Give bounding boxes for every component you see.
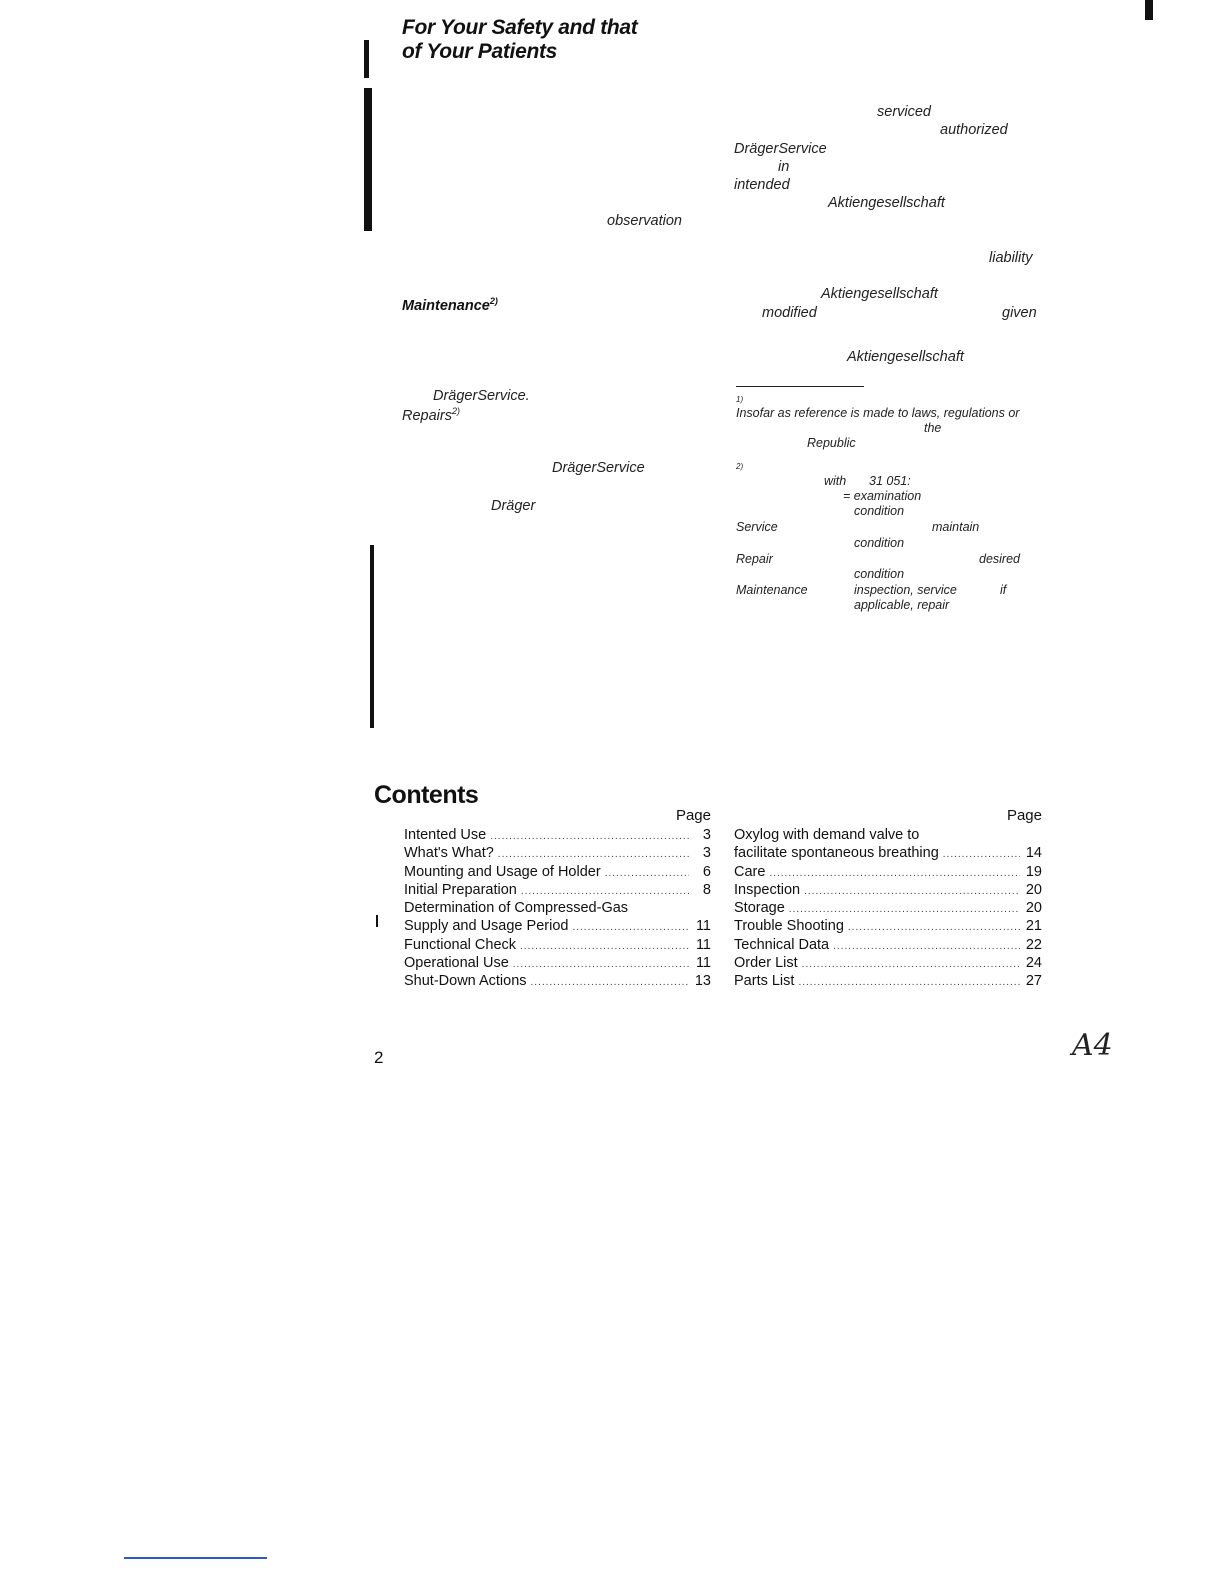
toc-item-label: Order List — [734, 955, 798, 972]
toc-item-leader-dots — [531, 974, 689, 992]
word-aktiengesellschaft-3: Aktiengesellschaft — [847, 349, 964, 365]
toc-right-column — [734, 807, 1042, 991]
toc-item-label: Care — [734, 863, 766, 880]
footnote-2-mark: 2) — [736, 462, 744, 471]
word-modified: modified — [762, 305, 817, 321]
word-given: given — [1002, 305, 1037, 321]
toc-item-page: 20 — [1025, 881, 1042, 898]
toc-item-label: Technical Data — [734, 936, 830, 953]
toc-item-leader-dots — [802, 956, 1020, 974]
toc-item-label: Operational Use — [404, 955, 509, 972]
toc-item[interactable] — [734, 844, 1042, 862]
footnote-service: Service — [736, 520, 778, 534]
toc-item-page: 3 — [702, 827, 711, 843]
heading-maintenance — [402, 296, 498, 314]
heading-repairs-text: Repairs — [402, 407, 452, 424]
word-in: in — [778, 159, 790, 175]
footnote-if: if — [1000, 583, 1007, 597]
word-drager-service-r: DrägerService — [734, 141, 827, 157]
toc-item-label: Shut-Down Actions — [404, 973, 527, 990]
toc-item-label: Parts List — [734, 973, 795, 990]
heading-repairs — [402, 406, 460, 424]
word-observation: observation — [607, 213, 682, 229]
page-number: 2 — [374, 1048, 384, 1067]
heading-maintenance-text: Maintenance — [402, 297, 490, 314]
toc-left-column — [404, 807, 711, 991]
footnote-1-the: the — [924, 421, 942, 435]
toc-item-label: facilitate spontaneous breathing — [734, 845, 939, 862]
handwritten-mark: A4 — [1072, 1028, 1113, 1063]
safety-title — [402, 16, 638, 64]
toc-item-label: Determination of Compressed-Gas — [404, 900, 629, 917]
footnote-maintain: maintain — [932, 520, 980, 534]
footnote-1-mark: 1) — [736, 395, 744, 404]
footnote-1-text: Insofar as reference is made to laws, regulations or — [736, 406, 1020, 420]
toc-item-label: Supply and Usage Period — [404, 918, 569, 935]
word-drager-service-2: DrägerService — [552, 460, 645, 476]
margin-bar-middle — [364, 88, 372, 231]
toc-item[interactable] — [734, 917, 1042, 935]
toc-item-page: 21 — [1025, 918, 1042, 935]
contents-title: Contents — [374, 781, 479, 809]
word-liability: liability — [989, 250, 1033, 266]
toc-item-label: Oxylog with demand valve to — [734, 827, 920, 843]
toc-item-label: Functional Check — [404, 936, 517, 953]
toc-item-page: 11 — [695, 936, 711, 953]
toc-item-label: Trouble Shooting — [734, 918, 844, 935]
toc-item-leader-dots — [490, 828, 689, 846]
footnote-1-republic: Republic — [807, 436, 856, 450]
footer-link-line[interactable] — [124, 1557, 267, 1559]
toc-item[interactable] — [734, 826, 1042, 844]
toc-item-leader-dots — [513, 956, 689, 974]
word-drager-service-1: DrägerService. — [433, 388, 530, 404]
word-serviced: serviced — [877, 104, 931, 120]
word-intended: intended — [734, 177, 790, 193]
toc-item[interactable] — [404, 826, 711, 844]
corner-mark — [1145, 0, 1153, 20]
toc-item-page: 24 — [1025, 955, 1042, 972]
heading-maintenance-sup: 2) — [489, 296, 498, 306]
margin-bar-lower — [370, 545, 374, 728]
footnote-2-examination: = examination — [843, 489, 922, 503]
margin-bar-top — [364, 40, 369, 78]
footnote-2-number: 31 051: — [869, 474, 911, 488]
toc-item-leader-dots — [798, 974, 1020, 992]
toc-item[interactable] — [734, 899, 1042, 917]
footnote-repair: Repair — [736, 552, 773, 566]
footnote-desired: desired — [979, 552, 1020, 566]
footnote-rule — [736, 386, 864, 387]
safety-title-line2: of Your Patients — [402, 40, 558, 63]
toc-item-leader-dots — [520, 938, 689, 956]
footnote-condition-3: condition — [854, 567, 905, 581]
safety-title-line1: For Your Safety and that — [402, 16, 638, 39]
footnote-condition-2: condition — [854, 536, 905, 550]
toc-item-page: 14 — [1025, 845, 1042, 862]
toc-item-page: 13 — [694, 973, 711, 990]
toc-margin-tick — [376, 915, 378, 927]
toc-item-leader-dots — [769, 865, 1020, 883]
toc-item-leader-dots — [833, 938, 1020, 956]
toc-item[interactable] — [734, 954, 1042, 972]
toc-item-page: 8 — [702, 881, 711, 898]
word-aktiengesellschaft-1: Aktiengesellschaft — [828, 195, 945, 211]
toc-item-label: Intented Use — [404, 827, 487, 843]
toc-right-page-header: Page — [1006, 807, 1042, 824]
toc-item-label: Storage — [734, 900, 785, 917]
toc-item[interactable] — [404, 917, 711, 935]
toc-item[interactable] — [734, 863, 1042, 881]
toc-item-label: Initial Preparation — [404, 881, 517, 898]
toc-item-label: Inspection — [734, 881, 801, 898]
toc-item-leader-dots — [848, 919, 1020, 937]
toc-item[interactable] — [404, 844, 711, 862]
toc-item[interactable] — [404, 936, 711, 954]
footnote-maintenance: Maintenance — [736, 583, 808, 597]
word-drager: Dräger — [491, 498, 536, 514]
toc-item-page: 11 — [695, 955, 711, 972]
toc-item-leader-dots — [943, 846, 1020, 864]
toc-item[interactable] — [404, 972, 711, 990]
toc-item[interactable] — [404, 954, 711, 972]
toc-item-page: 3 — [702, 845, 711, 862]
toc-item[interactable] — [404, 863, 711, 881]
toc-item-page: 27 — [1025, 973, 1042, 990]
footnote-inspection-service: inspection, service — [854, 583, 957, 597]
toc-item[interactable] — [734, 972, 1042, 990]
toc-item-page: 6 — [702, 863, 711, 880]
toc-item-page: 11 — [695, 918, 711, 935]
toc-item[interactable] — [734, 881, 1042, 899]
toc-item-leader-dots — [572, 919, 689, 937]
toc-item[interactable] — [404, 881, 711, 899]
toc-right-list — [734, 826, 1042, 991]
word-authorized: authorized — [940, 122, 1008, 138]
toc-item[interactable] — [404, 899, 711, 917]
footnote-2-with: with — [824, 474, 847, 488]
toc-item-page: 22 — [1025, 936, 1042, 953]
toc-left-page-header: Page — [675, 807, 711, 824]
toc-left-list — [404, 826, 711, 991]
toc-item-page: 19 — [1025, 863, 1042, 880]
toc-item-leader-dots — [605, 865, 689, 883]
word-aktiengesellschaft-2: Aktiengesellschaft — [821, 286, 938, 302]
footnote-2-condition-1: condition — [854, 504, 905, 518]
toc-item[interactable] — [734, 936, 1042, 954]
heading-repairs-sup: 2) — [451, 406, 460, 416]
toc-item-label: Mounting and Usage of Holder — [404, 863, 601, 880]
toc-item-label: What's What? — [404, 845, 494, 862]
toc-item-page: 20 — [1025, 900, 1042, 917]
footnote-applicable-repair: applicable, repair — [854, 598, 950, 612]
toc-item-leader-dots — [804, 883, 1020, 901]
